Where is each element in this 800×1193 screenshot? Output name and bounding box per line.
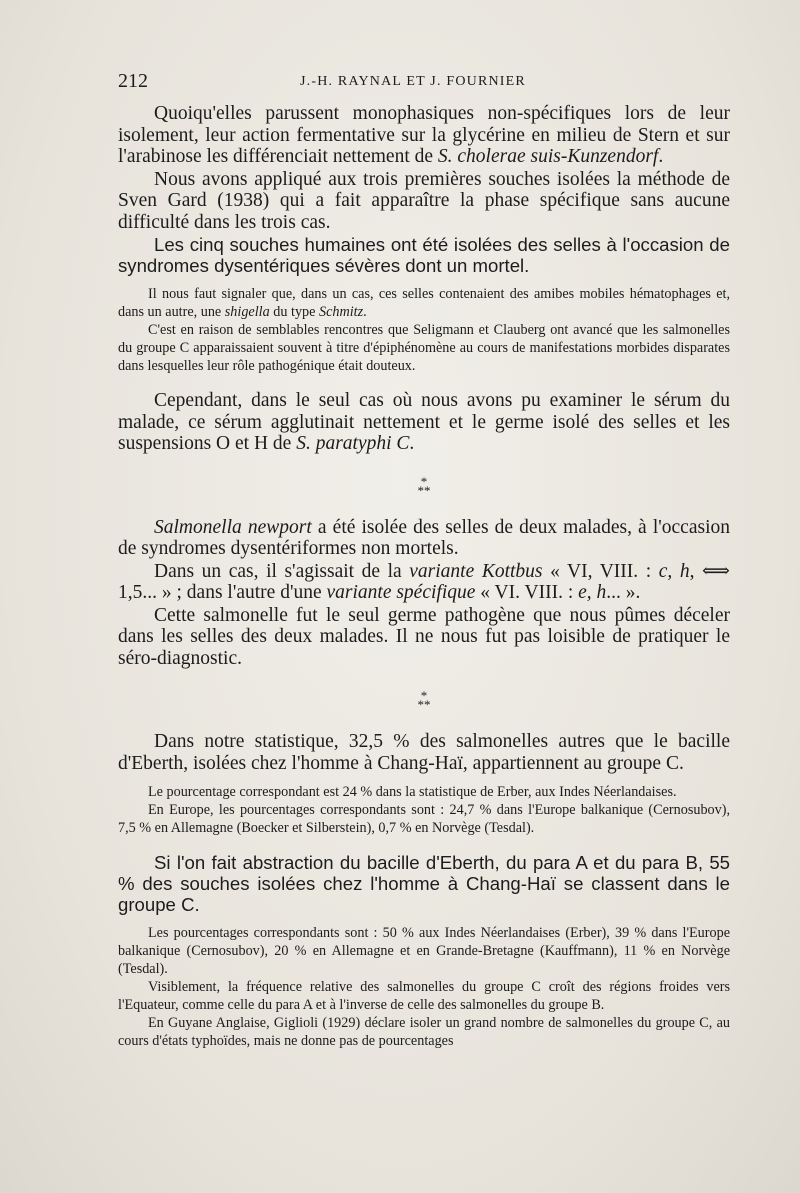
body-text [118,103,730,1050]
text-span: Dans un cas, il s'agissait de la [154,560,410,582]
note-seligmann: C'est en raison de semblables rencontres que Seligmann et Clauberg ont avancé que les salmonelles du groupe C apparaissaient souvent à titre d'épiphénomène au cours de manifestations morbides disparates dans lesquelles leur rôle pathogénique était douteux. [118,322,730,374]
paragraph-sven-gard: Nous avons appliqué aux trois premières souches isolées la méthode de Sven Gard (1938) qui a fait apparaître la phase spécifique sans aucune difficulté dans les trois cas. [118,168,730,233]
note-guyane: En Guyane Anglaise, Giglioli (1929) déclare isoler un grand nombre de salmonelles du groupe C, au cours d'états typhoïdes, mais ne donne pas de pourcentages [118,1015,730,1049]
species-name: S. paratyphi C [296,433,410,454]
text-span: du type [269,304,319,320]
note-amoebae [118,285,730,321]
asterism-bottom: ** [417,482,431,498]
running-title: J.-H. RAYNAL ET J. FOURNIER [300,74,526,89]
text-span: a été isolée des selles de deux malades, à l'occasion de syndromes dysentériformes non mortels. [118,516,730,559]
asterism-bottom: ** [417,697,431,712]
text-span: . [658,146,664,167]
paragraph-statistics: Dans notre statistique, 32,5 % des salmonelles autres que le bacille d'Eberth, isolées chez l'homme à Chang-Haï, appartiennent au groupe C. [118,731,730,774]
section-separator-1 [118,473,730,498]
variant-name: variante Kottbus [409,560,543,582]
text-span: « VI. VIII. : [475,582,579,603]
page-number: 212 [118,70,148,92]
text-span: Il nous faut signaler que, dans un cas, ces selles contenaient des amibes mobiles hématophages et, dans un autre, une [118,286,730,320]
paragraph-variants [118,561,730,604]
text-span: ... ». [606,582,641,603]
antigen-formula: e, h [578,582,607,603]
paragraph-serum [118,390,730,455]
text-span: « VI, VIII. : [542,560,659,582]
note-europe: En Europe, les pourcentages correspondants sont : 24,7 % dans l'Europe balkanique (Cernosubov), 7,5 % en Allemagne (Boecker et Silberstein), 0,7 % en Norvège (Tesdal). [118,802,730,836]
species-name: S. cholerae suis-Kunzendorf [437,146,659,167]
paragraph-newport [118,517,730,560]
variant-name: variante spécifique [326,582,476,603]
text-span: , ⟺ 1,5... » ; dans l'autre d'une [118,560,730,603]
asterism-top: * [420,473,428,489]
species-name: Salmonella newport [154,516,312,538]
genus-name: shigella [224,304,270,320]
page-header [118,70,718,96]
text-span: Cependant, dans le seul cas où nous avons pu examiner le sérum du malade, ce sérum agglutinait nettement et le germe isolé des selles et les suspensions O et H de [118,390,730,454]
text-span: . [409,433,415,454]
text-span: Quoiqu'elles parussent monophasiques non-spécifiques lors de leur isolement, leur action fermentative sur la glycérine en milieu de Stern et sur l'arabinose les différenciait nettement de [118,103,730,167]
paragraph-abstraction: Si l'on fait abstraction du bacille d'Eberth, du para A et du para B, 55 % des souches isolées chez l'homme à Chang-Haï se classent dans le groupe C. [118,852,730,915]
note-erber: Le pourcentage correspondant est 24 % dans la statistique de Erber, aux Indes Néerlandaises. [148,784,677,800]
text-span: . [363,304,367,320]
antigen-formula: c, h [658,560,690,582]
section-separator-2 [118,688,730,712]
paragraph-only-germ: Cette salmonelle fut le seul germe pathogène que nous pûmes déceler dans les selles des deux malades. Il ne nous fut pas loisible de pratiquer le séro-diagnostic. [118,604,730,669]
paragraph-fermentation [118,103,730,168]
note-frequency: Visiblement, la fréquence relative des salmonelles du groupe C croît des régions froides vers l'Equateur, comme celle du para A et à l'inverse de celle des salmonelles du groupe B. [118,979,730,1013]
note-percentages: Les pourcentages correspondants sont : 50 % aux Indes Néerlandaises (Erber), 39 % dans l'Europe balkanique (Cernosubov), 20 % en Allemagne et en Grande-Bretagne (Kauffmann), 11 % en Norvège (Tesdal). [118,925,730,977]
asterism-top: * [420,688,428,703]
paragraph-five-strains: Les cinq souches humaines ont été isolées des selles à l'occasion de syndromes dysentériques sévères dont un mortel. [118,234,730,276]
type-name: Schmitz [318,304,364,320]
